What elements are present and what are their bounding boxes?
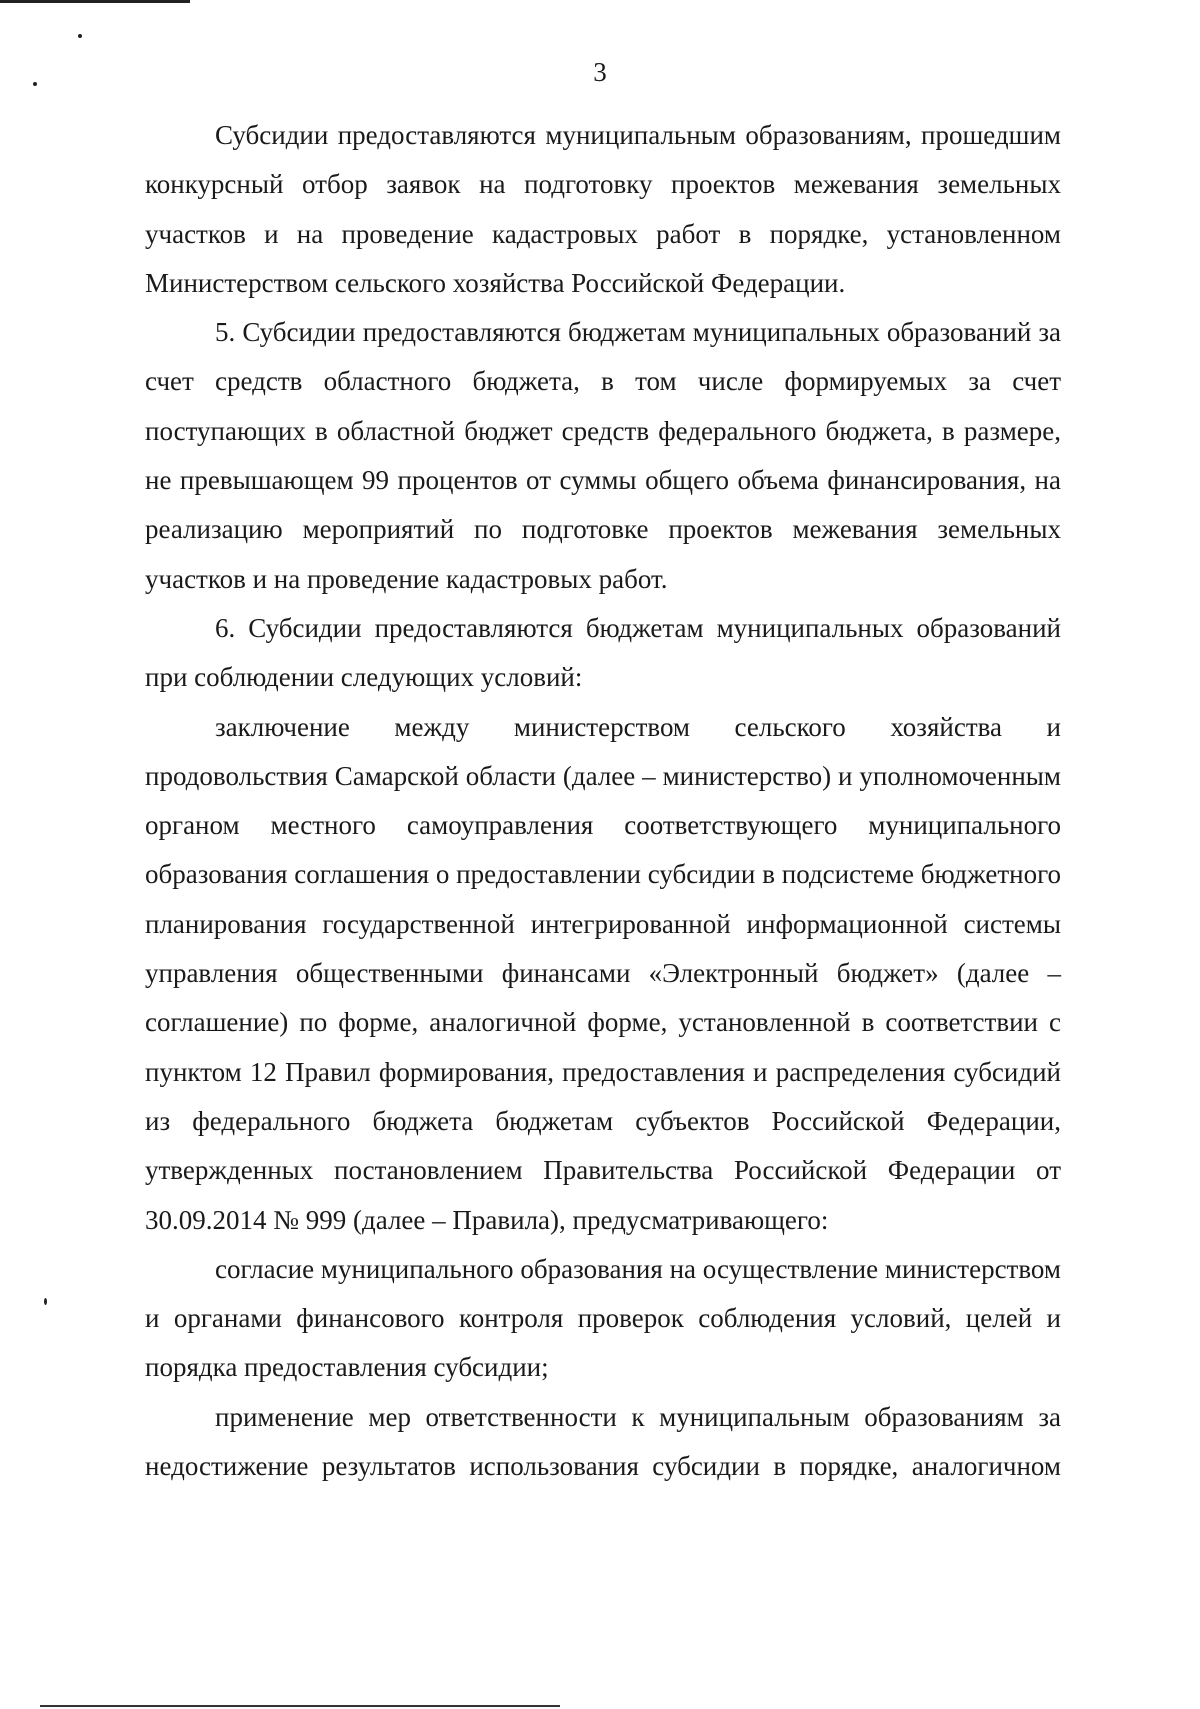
paragraph-responsibility: применение мер ответственности к муниципальным образованиям за недостижение результатов использования субсидии в порядке, аналогичном xyxy=(145,1401,1061,1482)
paragraph-subsidies-recipients: Субсидии предоставляются муниципальным образованиям, прошедшим конкурсный отбор заявок на подготовку проектов межевания земельных участков и на проведение кадастровых работ в порядке, установленном Министерством сельского хозяйства Российской Федерации. xyxy=(145,120,1061,298)
page-number: 3 xyxy=(593,57,607,87)
paragraph-5-subsidy-amount: 5. Субсидии предоставляются бюджетам муниципальных образований за счет средств областного бюджета, в том числе формируемых за счет поступающих в областной бюджет средств федерального бюджета, в размере, не превышающем 99 процентов от суммы общего объема финансирования, на реализацию мероприятий по подготовке проектов межевания земельных участков и на проведение кадастровых работ. xyxy=(145,317,1061,594)
scan-edge-bottom xyxy=(40,1705,560,1707)
document-body xyxy=(145,111,1061,1491)
paragraph-agreement: заключение между министерством сельского хозяйства и продовольствия Самарской области (далее – министерство) и уполномоченным органом местного самоуправления соответствующего муниципального образования соглашения о предоставлении субсидии в подсистеме бюджетного планирования государственной интегрированной информационной системы управления общественными финансами «Электронный бюджет» (далее – соглашение) по форме, аналогичной форме, установленной в соответствии с пунктом 12 Правил формирования, предоставления и распределения субсидий из федерального бюджета бюджетам субъектов Российской Федерации, утвержденных постановлением Правительства Российской Федерации от 30.09.2014 № 999 (далее – Правила), предусматривающего: xyxy=(145,711,1061,1235)
paragraph-consent: согласие муниципального образования на осуществление министерством и органами финансового контроля проверок соблюдения условий, целей и порядка предоставления субсидии; xyxy=(145,1253,1061,1383)
scan-speck xyxy=(78,34,82,38)
scan-speck xyxy=(44,1298,47,1305)
scan-edge-top xyxy=(0,0,190,3)
paragraph-6-conditions: 6. Субсидии предоставляются бюджетам муниципальных образований при соблюдении следующих условий: xyxy=(145,612,1061,693)
